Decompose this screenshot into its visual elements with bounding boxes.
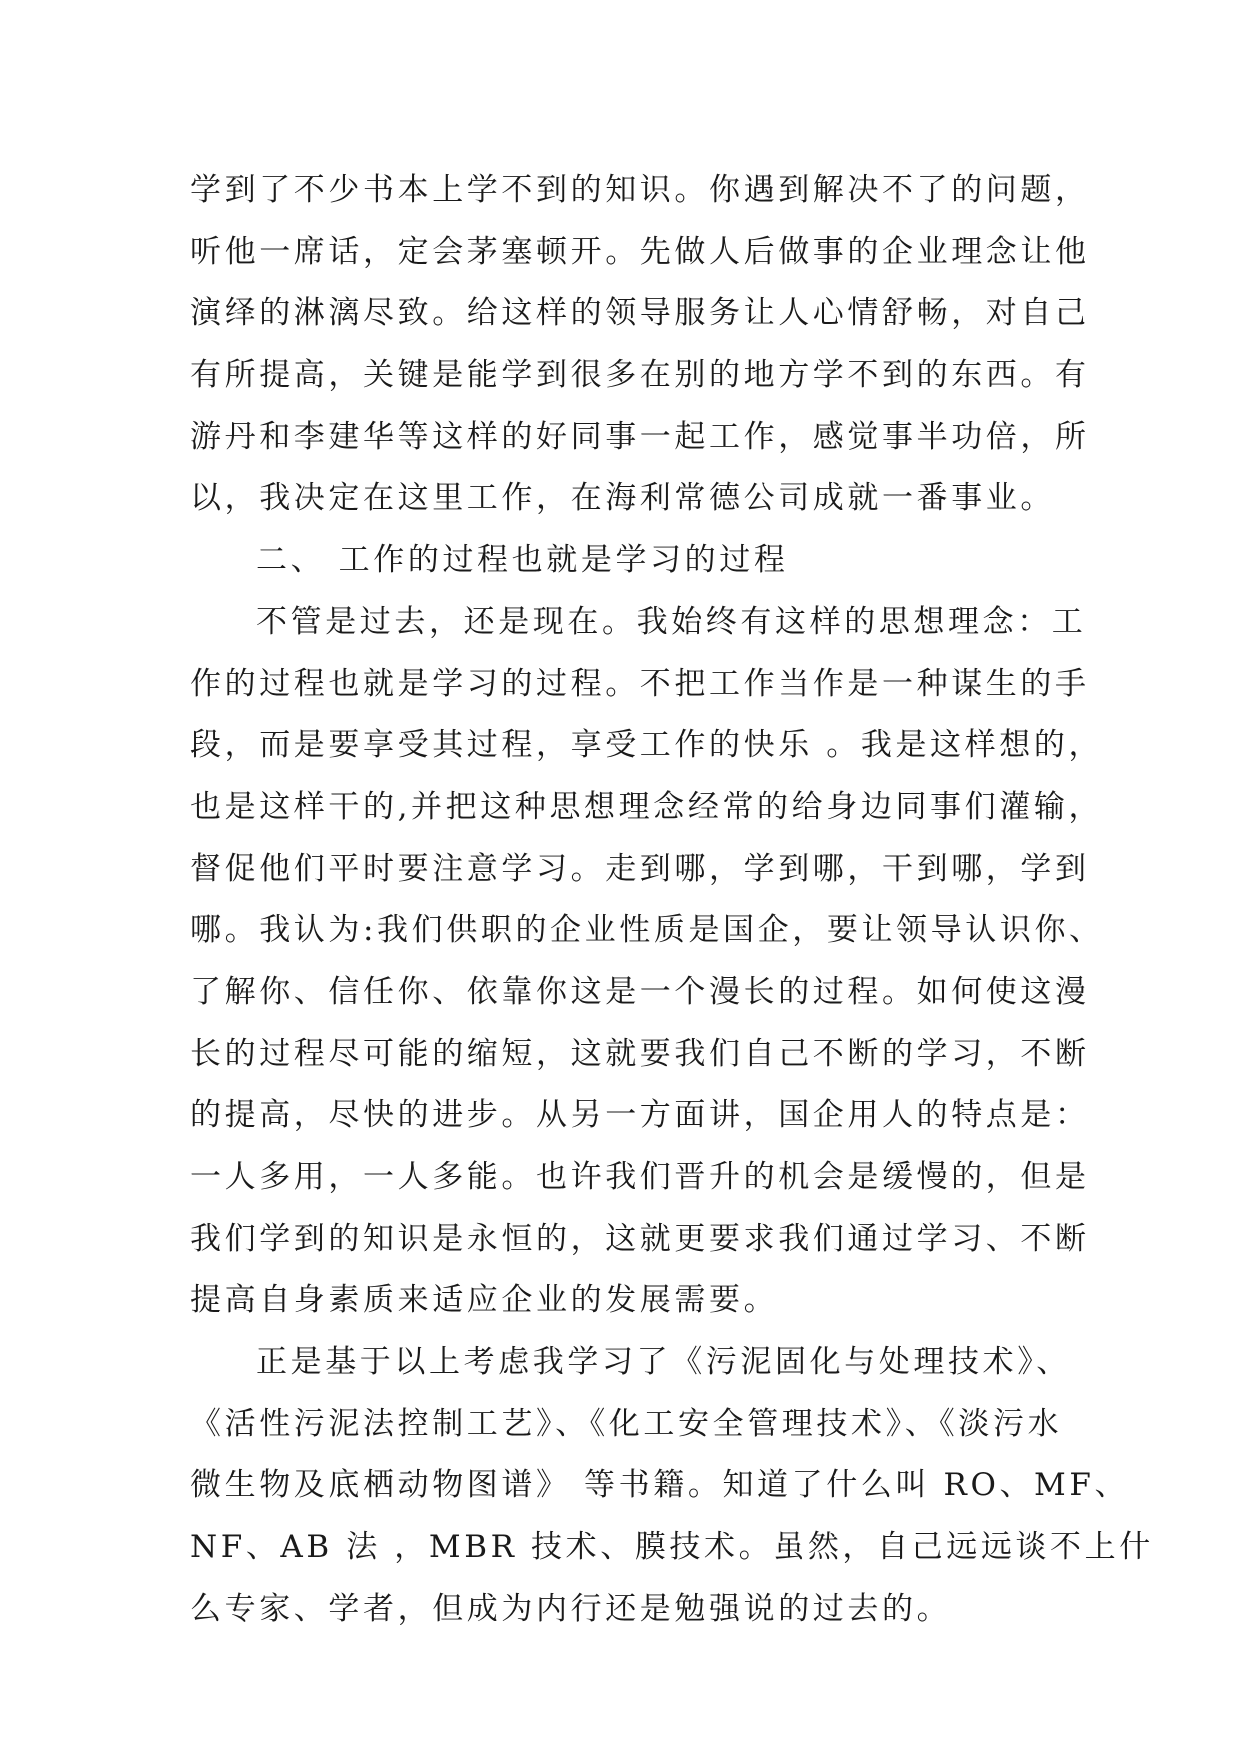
paragraph-2-line: 哪。我认为:我们供职的企业性质是国企，要让领导认识你、 <box>190 912 1104 949</box>
paragraph-2-line: 督促他们平时要注意学习。走到哪，学到哪，干到哪，学到 <box>190 850 1090 887</box>
paragraph-3 <box>190 1332 1154 1640</box>
paragraph-3-line: 正是基于以上考虑我学习了《污泥固化与处理技术》、 <box>256 1344 1071 1381</box>
paragraph-1 <box>190 160 1090 530</box>
paragraph-1-line: 学到了不少书本上学不到的知识。你遇到解决不了的问题， <box>190 172 1090 208</box>
paragraph-1-line: 有所提高，关键是能学到很多在别的地方学不到的东西。有 <box>190 357 1090 394</box>
paragraph-1-line: 以，我决定在这里工作，在海利常德公司成就一番事业。 <box>190 480 1055 517</box>
paragraph-2-line: 段，而是要享受其过程，享受工作的快乐 。我是这样想的， <box>190 727 1104 764</box>
paragraph-2-line: 长的过程尽可能的缩短，这就要我们自己不断的学习，不断 <box>190 1035 1090 1072</box>
paragraph-2-line: 我们学到的知识是永恒的，这就更要求我们通过学习、不断 <box>190 1220 1090 1257</box>
paragraph-2-line: 提高自身素质来适应企业的发展需要。 <box>190 1282 779 1319</box>
paragraph-2-line: 不管是过去，还是现在。我始终有这样的思想理念：工 <box>256 603 1087 640</box>
paragraph-1-line: 游丹和李建华等这样的好同事一起工作，感觉事半功倍，所 <box>190 418 1090 455</box>
section-heading: 二、 工作的过程也就是学习的过程 <box>256 542 789 579</box>
paragraph-3-line: NF、AB 法 ，MBR 技术、膜技术。虽然，自己远远谈不上什 <box>190 1529 1154 1566</box>
document-body <box>190 160 1154 1641</box>
paragraph-2 <box>190 592 1104 1332</box>
paragraph-2-line: 的提高，尽快的进步。从另一方面讲，国企用人的特点是： <box>190 1097 1090 1134</box>
paragraph-1-line: 演绎的淋漓尽致。给这样的领导服务让人心情舒畅，对自己 <box>190 295 1090 332</box>
paragraph-3-line: 微生物及底栖动物图谱》 等书籍。知道了什么叫 RO、MF、 <box>190 1467 1130 1504</box>
paragraph-2-line: 了解你、信任你、依靠你这是一个漫长的过程。如何使这漫 <box>190 973 1090 1010</box>
paragraph-2-line: 作的过程也就是学习的过程。不把工作当作是一种谋生的手 <box>190 665 1090 702</box>
paragraph-3-line: 《活性污泥法控制工艺》、《化工安全管理技术》、《淡污水 <box>190 1405 1063 1442</box>
paragraph-3-line: 么专家、学者，但成为内行还是勉强说的过去的。 <box>190 1590 952 1627</box>
paragraph-1-line: 听他一席话，定会茅塞顿开。先做人后做事的企业理念让他 <box>190 233 1090 270</box>
paragraph-2-line: 一人多用，一人多能。也许我们晋升的机会是缓慢的，但是 <box>190 1159 1090 1195</box>
paragraph-2-line: 也是这样干的,并把这种思想理念经常的给身边同事们灌输， <box>190 788 1104 825</box>
